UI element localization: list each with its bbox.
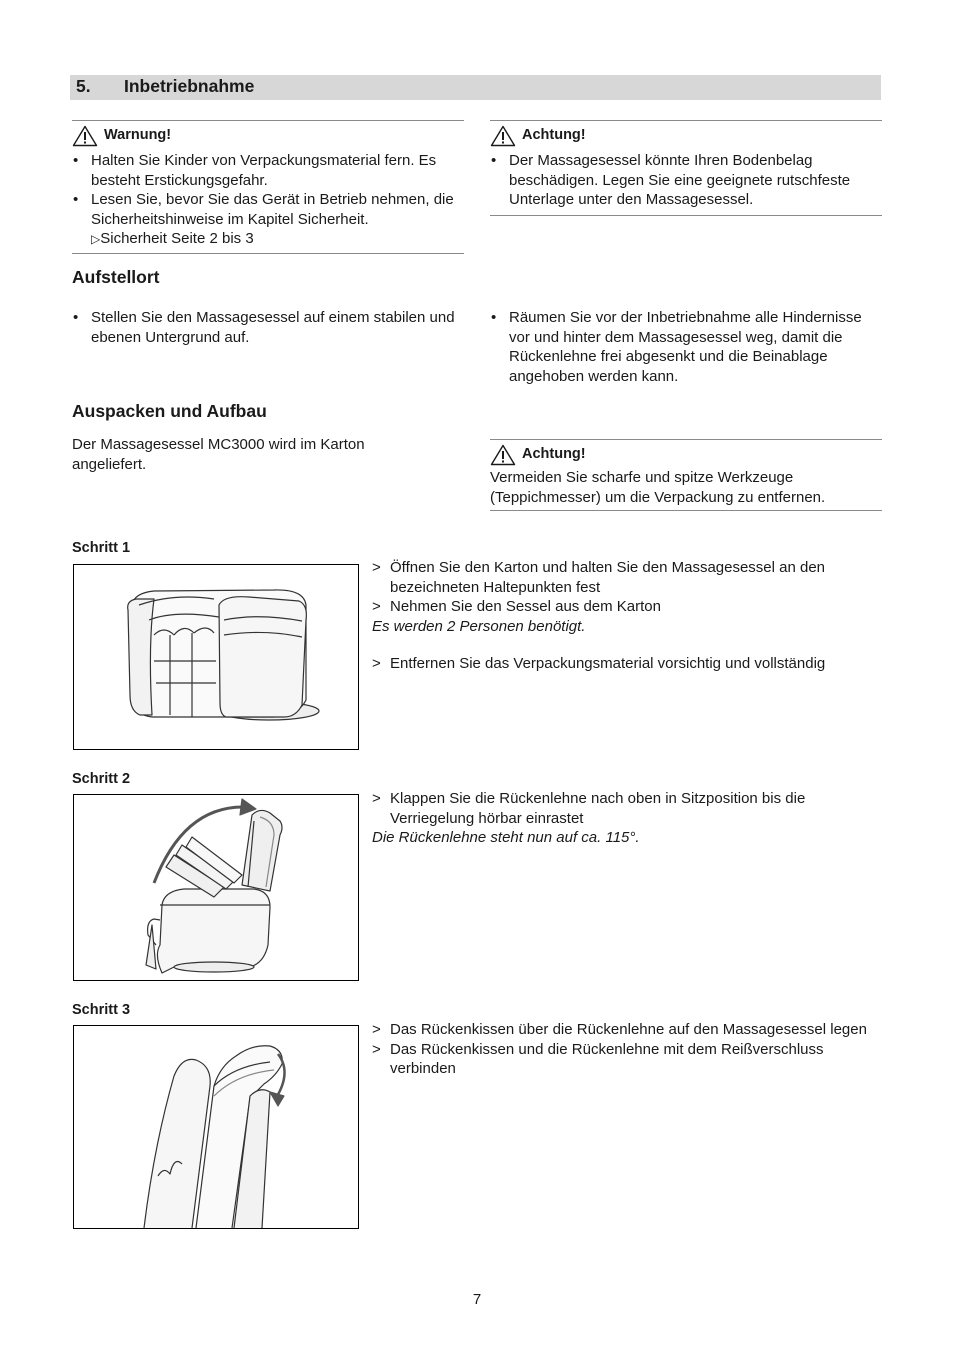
step-1-list-2 (372, 654, 877, 674)
section-header (70, 75, 881, 100)
step-2-illustration (73, 794, 359, 981)
warning-box (72, 120, 464, 254)
aufstellort-heading: Aufstellort (72, 267, 160, 287)
back-cushion-image (74, 1026, 358, 1228)
page-number: 7 (472, 1291, 482, 1308)
caution-header (490, 123, 882, 149)
list-item: • Räumen Sie vor der Inbetriebnahme alle Hindernisse vor und hinter dem Massagesessel weg, damit die Rückenlehne frei abgesenkt und die Beinablage angehoben werden kann. (490, 308, 882, 386)
aufstellort-left (72, 308, 464, 347)
section-number: 5. (76, 76, 91, 96)
warning-title: Warnung! (104, 127, 172, 144)
caution-box-2 (490, 439, 882, 511)
aufstellort-right (490, 308, 882, 386)
list-item: • Der Massagesessel könnte Ihren Bodenbelag beschädigen. Legen Sie eine geeignete rutschfeste Unterlage unter den Massagesessel. (490, 151, 882, 210)
caution-title: Achtung! (522, 127, 586, 144)
step-1-list (372, 558, 877, 617)
step-2-label: Schritt 2 (72, 771, 131, 787)
auspacken-heading: Auspacken und Aufbau (72, 401, 267, 421)
list-item: > Das Rückenkissen und die Rückenlehne mit dem Reißverschluss verbinden (372, 1040, 877, 1079)
step-3-illustration (73, 1025, 359, 1229)
step-1-label: Schritt 1 (72, 540, 131, 556)
caution-list (490, 151, 882, 210)
step-3-list (372, 1020, 877, 1079)
step-1-instructions (372, 558, 877, 674)
step-2-note: Die Rückenlehne steht nun auf ca. 115°. (372, 829, 640, 846)
auspacken-text: Der Massagesessel MC3000 wird im Karton angeliefert. (72, 436, 365, 473)
warning-header (72, 123, 464, 149)
step-3-label: Schritt 3 (72, 1002, 131, 1018)
step-3-instructions (372, 1020, 877, 1079)
caution-box (490, 120, 882, 216)
warning-triangle-icon (490, 444, 516, 466)
section-title: Inbetriebnahme (124, 76, 255, 96)
reference-text: Sicherheit Seite 2 bis 3 (100, 230, 254, 247)
warning-list (72, 151, 464, 229)
step-2-instructions (372, 789, 877, 848)
warning-triangle-icon (72, 125, 98, 147)
caution-header (490, 442, 882, 468)
warning-triangle-icon (490, 125, 516, 147)
step-2-list (372, 789, 877, 828)
list-item: • Stellen Sie den Massagesessel auf einem stabilen und ebenen Untergrund auf. (72, 308, 464, 347)
list-item: • Lesen Sie, bevor Sie das Gerät in Betrieb nehmen, die Sicherheitshinweise im Kapitel Sicherheit. (72, 190, 464, 229)
list-item: > Entfernen Sie das Verpackungsmaterial vorsichtig und vollständig (372, 654, 877, 674)
safety-reference (72, 229, 464, 250)
list-item: • Halten Sie Kinder von Verpackungsmaterial fern. Es besteht Erstickungsgefahr. (72, 151, 464, 190)
massage-chair-image (74, 565, 358, 749)
backrest-raise-image (74, 795, 358, 980)
list-item: > Öffnen Sie den Karton und halten Sie den Massagesessel an den bezeichneten Haltepunkten fest (372, 558, 877, 597)
list-item: > Klappen Sie die Rückenlehne nach oben in Sitzposition bis die Verriegelung hörbar einrastet (372, 789, 877, 828)
reference-arrow-icon: ▷ (91, 232, 101, 246)
caution-text: Vermeiden Sie scharfe und spitze Werkzeuge (Teppichmesser) um die Verpackung zu entfernen. (490, 469, 826, 506)
step-1-note: Es werden 2 Personen benötigt. (372, 617, 586, 635)
list-item: > Das Rückenkissen über die Rückenlehne auf den Massagesessel legen (372, 1020, 877, 1040)
caution-title: Achtung! (522, 446, 586, 463)
list-item: > Nehmen Sie den Sessel aus dem Karton (372, 597, 877, 617)
step-1-illustration (73, 564, 359, 750)
